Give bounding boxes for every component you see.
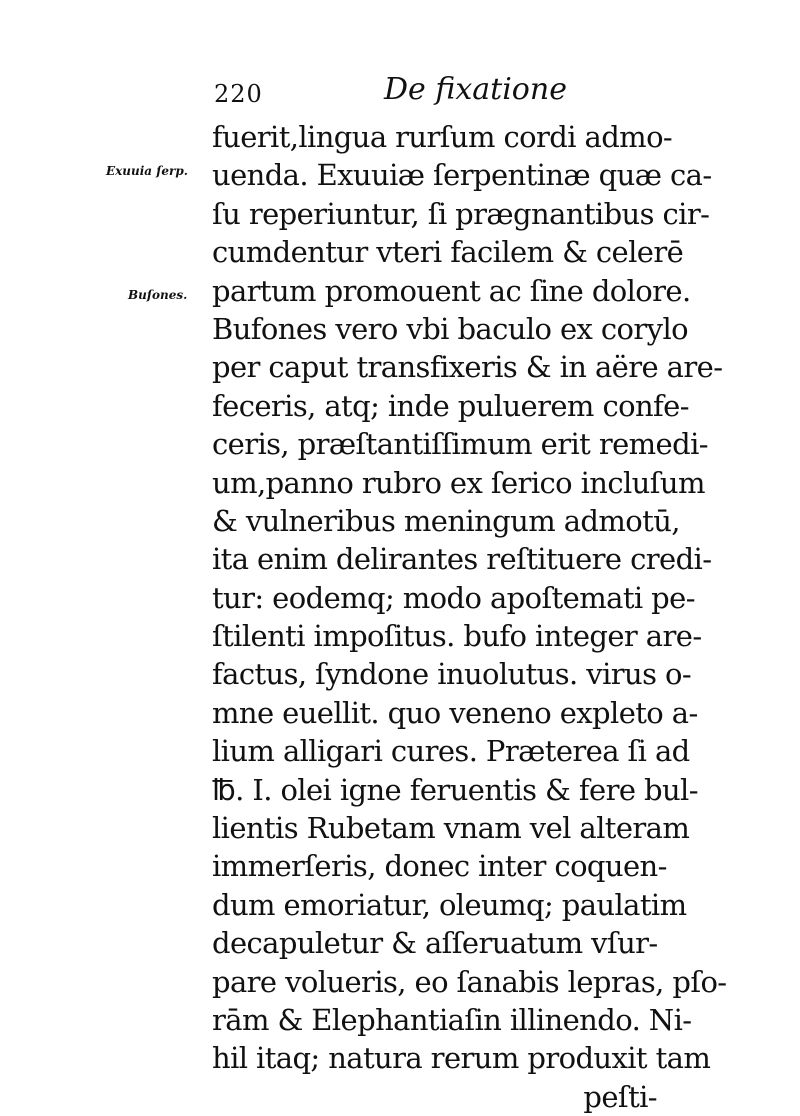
text-line: uenda. Exuuiæ ſerpentinæ quæ ca- bbox=[212, 158, 712, 193]
running-title: De fixatione bbox=[384, 72, 567, 107]
text-line: Bufones vero vbi baculo ex corylo bbox=[212, 311, 688, 346]
text-line: rām & Elephantiaſin illinendo. Ni- bbox=[212, 1002, 692, 1037]
margin-note-exuuia: Exuuia ſerp. bbox=[106, 164, 188, 178]
text-line: mne euellit. quo veneno expleto a- bbox=[212, 695, 698, 730]
text-line: tur: eodemq; modo apoſtemati pe- bbox=[212, 580, 695, 615]
page-number: 220 bbox=[214, 80, 263, 108]
text-line: cumdentur vteri facilem & celerē bbox=[212, 235, 684, 270]
text-line: ſtilenti impoſitus. bufo integer are- bbox=[212, 619, 702, 654]
text-line: feceris, atq; inde puluerem confe- bbox=[212, 388, 689, 423]
text-line: lium alligari cures. Præterea ſi ad bbox=[212, 734, 690, 769]
text-line: factus, ſyndone inuolutus. virus o- bbox=[212, 657, 692, 692]
page-header bbox=[214, 72, 654, 112]
text-line: ſu reperiuntur, ſi prægnantibus cir- bbox=[212, 196, 710, 231]
text-line: partum promouent ac ſine dolore. bbox=[212, 273, 691, 308]
text-line: pare volueris, eo ſanabis lepras, pſo- bbox=[212, 964, 727, 999]
text-line: immerſeris, donec inter coquen- bbox=[212, 849, 667, 884]
body-text bbox=[212, 118, 727, 1116]
text-line: dum emoriatur, oleumq; paulatim bbox=[212, 887, 687, 922]
text-line: fuerit,lingua rurſum cordi admo- bbox=[212, 120, 673, 154]
text-line: ℔. I. olei igne feruentis & fere bul- bbox=[212, 772, 698, 807]
text-line: decapuletur & aſſeruatum vſur- bbox=[212, 926, 658, 961]
text-line: um,panno rubro ex ſerico incluſum bbox=[212, 465, 705, 500]
text-line: hil itaq; natura rerum produxit tam bbox=[212, 1041, 711, 1076]
text-line: lientis Rubetam vnam vel alteram bbox=[212, 811, 690, 846]
text-line: ita enim delirantes reſtituere credi- bbox=[212, 542, 712, 577]
text-line: & vulneribus meningum admotū, bbox=[212, 503, 680, 538]
catchword: peſti- bbox=[583, 1079, 657, 1114]
text-line: per caput transfixeris & in aëre are- bbox=[212, 350, 723, 385]
margin-note-busones: Buſones. bbox=[128, 288, 188, 302]
text-line: ceris, præſtantiſſimum erit remedi- bbox=[212, 427, 708, 462]
